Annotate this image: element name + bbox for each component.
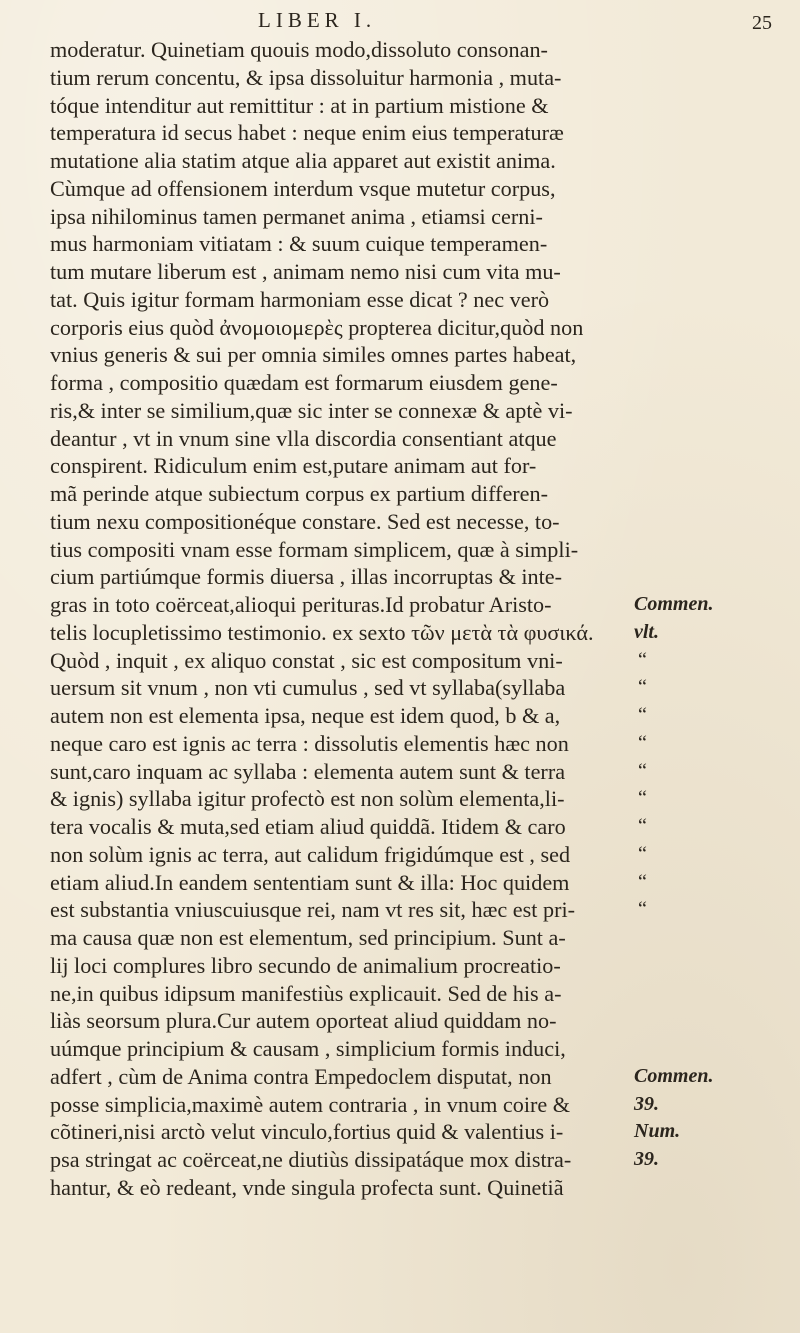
marginal-note: 39.	[634, 1092, 659, 1115]
margin-line	[626, 175, 796, 203]
margin-line	[626, 119, 796, 147]
text-line: liàs seorsum plura.Cur autem oporteat aliud quiddam no-	[50, 1008, 557, 1034]
text-line: forma , compositio quædam est formarum eiusdem gene-	[50, 370, 558, 395]
quotation-mark: “	[638, 676, 647, 699]
text-line: mus harmoniam vitiatam : & suum cuique temperamen-	[50, 231, 548, 257]
main-text-block	[50, 36, 620, 1202]
text-line: ma causa quæ non est elementum, sed principium. Sunt a-	[50, 925, 566, 950]
text-line: autem non est elementa ipsa, neque est idem quod, b & a,	[50, 703, 561, 728]
text-line: tóque intenditur aut remittitur : at in partium mistione &	[50, 92, 549, 118]
text-line: non solùm ignis ac terra, aut calidum frigidúmque est , sed	[50, 841, 571, 867]
text-line: mã perinde atque subiectum corpus ex partium differen-	[50, 481, 549, 506]
margin-line	[626, 369, 796, 397]
marginal-note: Commen.	[634, 593, 714, 615]
margin-line	[626, 230, 796, 258]
quotation-mark: “	[638, 842, 647, 865]
margin-line	[626, 730, 796, 758]
text-line: psa stringat ac coërceat,ne diutiùs dissipatáque mox distra-	[50, 1147, 572, 1172]
text-line: mutatione alia statim atque alia apparet aut existit anima.	[50, 148, 556, 173]
text-line: posse simplicia,maximè autem contraria , in vnum coire &	[50, 1091, 571, 1117]
page-number: 25	[752, 12, 772, 34]
margin-line	[626, 896, 796, 924]
margin-line	[626, 452, 796, 480]
text-line: tium nexu compositionéque constare. Sed est necesse, to-	[50, 508, 560, 534]
text-line: gras in toto coërceat,alioqui perituras.Id probatur Aristo-	[50, 592, 552, 617]
text-line: tum mutare liberum est , animam nemo nisi cum vita mu-	[50, 259, 561, 284]
text-line: etiam aliud.In eandem sententiam sunt & illa: Hoc quidem	[50, 869, 570, 895]
text-line: Cùmque ad offensionem interdum vsque mutetur corpus,	[50, 175, 556, 201]
margin-line	[626, 425, 796, 453]
text-line: uúmque principium & causam , simplicium formis induci,	[50, 1036, 566, 1061]
quotation-mark: “	[638, 787, 647, 810]
margin-line	[626, 1035, 796, 1063]
text-line: est substantia vniuscuiusque rei, nam vt res sit, hæc est pri-	[50, 897, 576, 923]
quotation-mark: “	[638, 704, 647, 726]
text-line: adfert , cùm de Anima contra Empedoclem disputat, non	[50, 1063, 552, 1089]
margin-line	[626, 64, 796, 92]
margin-line	[626, 952, 796, 980]
marginal-note: Commen.	[634, 1064, 714, 1087]
marginal-note: vlt.	[634, 620, 659, 643]
marginal-note: 39.	[634, 1148, 659, 1170]
margin-line	[626, 674, 796, 702]
quotation-mark: “	[638, 898, 647, 921]
margin-line	[626, 1007, 796, 1035]
margin-line	[626, 341, 796, 369]
margin-line	[626, 813, 796, 841]
quotation-mark: “	[638, 731, 647, 754]
text-line: tat. Quis igitur formam harmoniam esse dicat ? nec verò	[50, 286, 550, 312]
text-line: corporis eius quòd ἀνομοιομερὲς propterea dicitur,quòd non	[50, 314, 584, 340]
text-line: Quòd , inquit , ex aliquo constat , sic est compositum vni-	[50, 647, 563, 673]
text-line: telis locupletissimo testimonio. ex sexto τῶν μετὰ τὰ φυσικά.	[50, 619, 594, 645]
text-line: temperatura id secus habet : neque enim eius temperaturæ	[50, 120, 564, 146]
margin-line	[626, 591, 796, 619]
margin-line	[626, 1118, 796, 1146]
margin-line	[626, 841, 796, 869]
text-line: conspirent. Ridiculum enim est,putare animam aut for-	[50, 453, 537, 479]
text-line: sunt,caro inquam ac syllaba : elementa autem sunt & terra	[50, 758, 566, 784]
margin-line	[626, 536, 796, 564]
text-line: lij loci complures libro secundo de animalium procreatio-	[50, 952, 561, 978]
text-line: tium rerum concentu, & ipsa dissoluitur harmonia , muta-	[50, 64, 562, 90]
text-line: ris,& inter se similium,quæ sic inter se connexæ & aptè vi-	[50, 397, 573, 423]
margin-line	[626, 1174, 796, 1202]
text-line: vnius generis & sui per omnia similes omnes partes habeat,	[50, 342, 577, 368]
text-line: ipsa nihilominus tamen permanet anima , etiamsi cerni-	[50, 203, 543, 229]
margin-line	[626, 480, 796, 508]
text-line: uersum sit vnum , non vti cumulus , sed vt syllaba(syllaba	[50, 675, 566, 701]
text-line: tius compositi vnam esse formam simplicem, quæ à simpli-	[50, 536, 579, 562]
margin-line	[626, 508, 796, 536]
text-line: ne,in quibus idipsum manifestiùs explicauit. Sed de his a-	[50, 980, 562, 1006]
quotation-mark: “	[638, 815, 647, 837]
margin-line	[626, 924, 796, 952]
margin-line	[626, 785, 796, 813]
text-line: neque caro est ignis ac terra : dissolutis elementis hæc non	[50, 730, 569, 756]
margin-line	[626, 869, 796, 897]
text-line: cõtineri,nisi arctò velut vinculo,fortius quid & valentius i-	[50, 1119, 564, 1145]
text-line: & ignis) syllaba igitur profectò est non solùm elementa,li-	[50, 786, 565, 812]
text-line: cium partiúmque formis diuersa , illas incorruptas & inte-	[50, 564, 563, 590]
margin-notes-column	[626, 36, 796, 1202]
margin-line	[626, 563, 796, 591]
marginal-note: Num.	[634, 1120, 681, 1143]
margin-line	[626, 980, 796, 1008]
text-line: deantur , vt in vnum sine vlla discordia consentiant atque	[50, 425, 557, 451]
margin-line	[626, 147, 796, 175]
margin-line	[626, 203, 796, 231]
quotation-mark: “	[638, 870, 647, 893]
text-line: moderatur. Quinetiam quouis modo,dissoluto consonan-	[50, 37, 548, 62]
margin-line	[626, 647, 796, 675]
running-head: LIBER I.	[258, 8, 377, 32]
margin-line	[626, 397, 796, 425]
margin-line	[626, 36, 796, 64]
margin-line	[626, 286, 796, 314]
margin-line	[626, 314, 796, 342]
margin-line	[626, 619, 796, 647]
margin-line	[626, 258, 796, 286]
margin-line	[626, 1091, 796, 1119]
quotation-mark: “	[638, 759, 647, 782]
margin-line	[626, 702, 796, 730]
margin-line	[626, 1063, 796, 1091]
text-line: hantur, & eò redeant, vnde singula profecta sunt. Quinetiã	[50, 1174, 564, 1200]
margin-line	[626, 92, 796, 120]
margin-line	[626, 1146, 796, 1174]
quotation-mark: “	[638, 648, 647, 671]
margin-line	[626, 758, 796, 786]
text-line: tera vocalis & muta,sed etiam aliud quiddã. Itidem & caro	[50, 814, 566, 839]
